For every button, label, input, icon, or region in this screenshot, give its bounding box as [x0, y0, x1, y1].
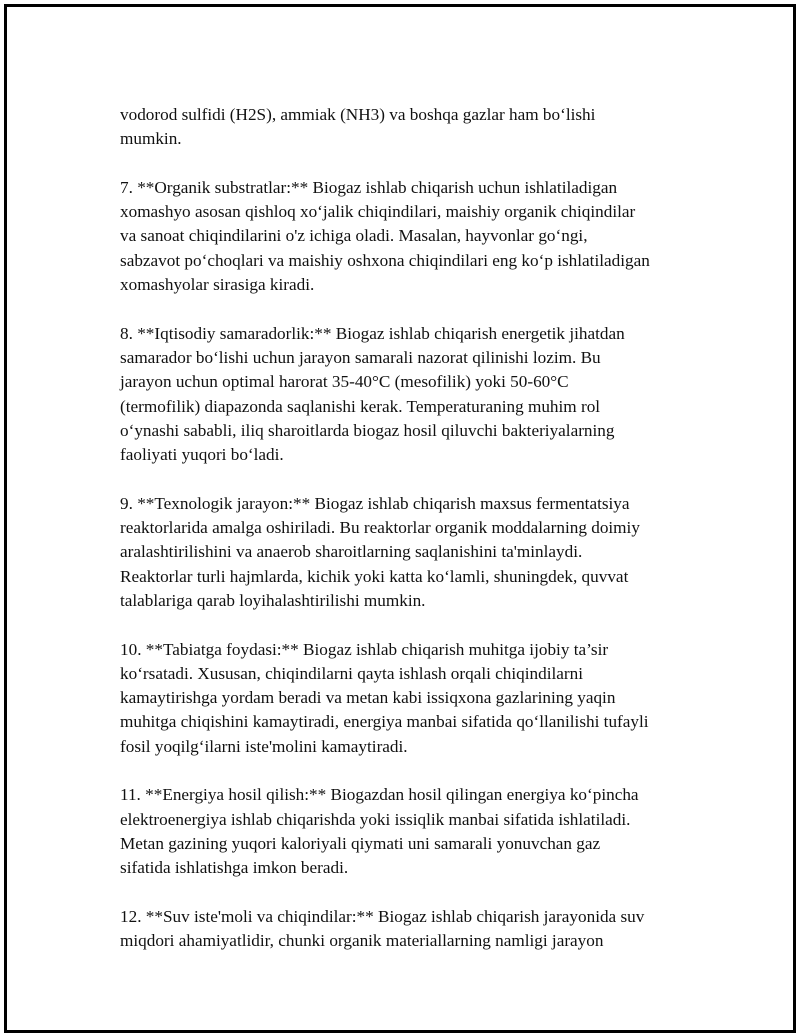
paragraph-energy-generation	[120, 783, 700, 880]
text-line: mumkin.	[120, 129, 182, 149]
text-line: (termofilik) diapazonda saqlanishi kerak. Temperaturaning muhim rol	[120, 396, 601, 416]
text-line: Metan gazining yuqori kaloriyali qiymati uni samarali yonuvchan gaz	[120, 833, 601, 853]
text-line: reaktorlarida amalga oshiriladi. Bu reaktorlar organik moddalarning doimiy	[120, 518, 640, 538]
text-line: 7. **Organik substratlar:** Biogaz ishlab chiqarish uchun ishlatiladigan	[120, 177, 618, 197]
text-line: va sanoat chiqindilarini o'z ichiga oladi. Masalan, hayvonlar go‘ngi,	[120, 226, 588, 246]
text-line: talablariga qarab loyihalashtirilishi mumkin.	[120, 590, 426, 610]
text-line: 12. **Suv iste'moli va chiqindilar:** Biogaz ishlab chiqarish jarayonida suv	[120, 906, 645, 926]
text-line: 11. **Energiya hosil qilish:** Biogazdan hosil qilingan energiya ko‘pincha	[120, 785, 639, 805]
text-line: o‘ynashi sababli, iliq sharoitlarda biogaz hosil qiluvchi bakteriyalarning	[120, 420, 615, 440]
paragraph-environmental-benefit	[120, 638, 700, 759]
text-line: Reaktorlar turli hajmlarda, kichik yoki katta ko‘lamli, shuningdek, quvvat	[120, 566, 629, 586]
text-line: xomashyo asosan qishloq xo‘jalik chiqindilari, maishiy organik chiqindilar	[120, 202, 636, 222]
paragraph-water-consumption	[120, 905, 700, 954]
paragraph-economic-efficiency	[120, 322, 700, 468]
text-line: samarador bo‘lishi uchun jarayon samarali nazorat qilinishi lozim. Bu	[120, 347, 601, 367]
paragraph-gas-composition	[120, 103, 700, 152]
text-line: miqdori ahamiyatlidir, chunki organik materiallarning namligi jarayon	[120, 931, 604, 951]
text-line: xomashyolar sirasiga kiradi.	[120, 275, 315, 295]
page-frame	[4, 4, 796, 1033]
text-line: ko‘rsatadi. Xususan, chiqindilarni qayta ishlash orqali chiqindilarni	[120, 663, 584, 683]
text-line: faoliyati yuqori bo‘ladi.	[120, 445, 284, 465]
text-line: fosil yoqilg‘ilarni iste'molini kamaytiradi.	[120, 736, 408, 756]
text-line: sifatida ishlatishga imkon beradi.	[120, 858, 349, 878]
text-line: vodorod sulfidi (H2S), ammiak (NH3) va boshqa gazlar ham bo‘lishi	[120, 105, 596, 124]
text-line: elektroenergiya ishlab chiqarishda yoki issiqlik manbai sifatida ishlatiladi.	[120, 809, 631, 829]
text-line: aralashtirilishini va anaerob sharoitlarning saqlanishini ta'minlaydi.	[120, 542, 583, 562]
text-line: 8. **Iqtisodiy samaradorlik:** Biogaz ishlab chiqarish energetik jihatdan	[120, 323, 625, 343]
paragraph-organic-substrates	[120, 176, 700, 297]
document-body	[120, 103, 700, 978]
text-line: jarayon uchun optimal harorat 35-40°C (mesofilik) yoki 50-60°C	[120, 372, 569, 392]
text-line: muhitga chiqishini kamaytiradi, energiya manbai sifatida qo‘llanilishi tufayli	[120, 712, 649, 732]
text-line: kamaytirishga yordam beradi va metan kabi issiqxona gazlarining yaqin	[120, 688, 616, 708]
text-line: 9. **Texnologik jarayon:** Biogaz ishlab chiqarish maxsus fermentatsiya	[120, 493, 630, 513]
text-line: 10. **Tabiatga foydasi:** Biogaz ishlab chiqarish muhitga ijobiy ta’sir	[120, 639, 609, 659]
paragraph-technological-process	[120, 492, 700, 613]
text-line: sabzavot po‘choqlari va maishiy oshxona chiqindilari eng ko‘p ishlatiladigan	[120, 250, 650, 270]
